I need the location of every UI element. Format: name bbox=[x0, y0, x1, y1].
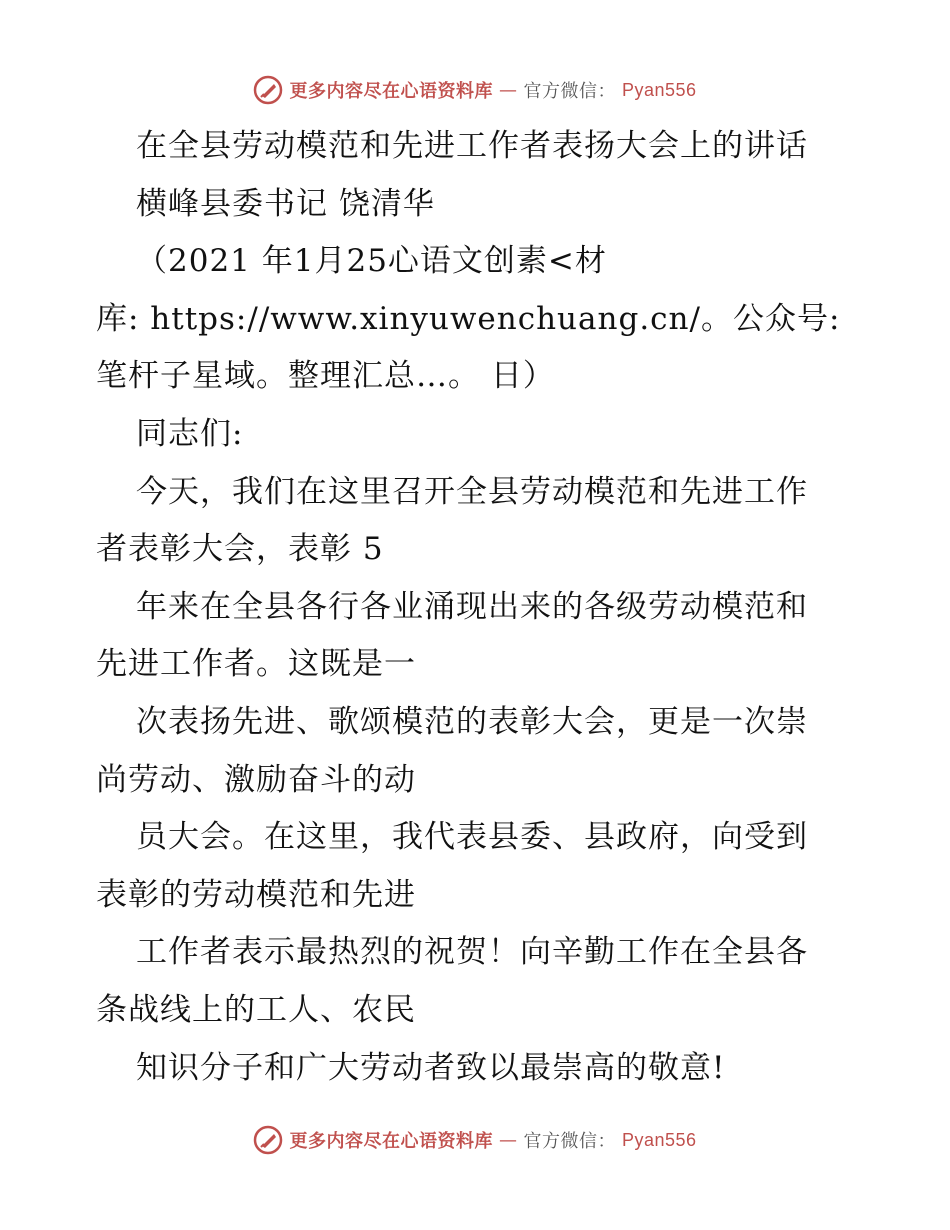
paragraph-line: 年来在全县各行各业涌现出来的各级劳动模范和 bbox=[136, 588, 808, 625]
paragraph-line: 尚劳动、激励奋斗的动 bbox=[96, 761, 416, 798]
quill-logo-icon bbox=[253, 75, 283, 105]
paragraph-line: 员大会。在这里，我代表县委、县政府，向受到 bbox=[136, 819, 808, 856]
paragraph-line: 先进工作者。这既是一 bbox=[96, 646, 416, 683]
salutation: 同志们: bbox=[136, 415, 244, 452]
header-watermark bbox=[0, 70, 950, 110]
source-account-line: 笔杆子星域。整理汇总…。 日） bbox=[96, 358, 555, 395]
document-author: 横峰县委书记 饶清华 bbox=[136, 185, 435, 222]
paragraph-line: 条战线上的工人、农民 bbox=[96, 991, 416, 1028]
watermark-main-text: 更多内容尽在心语资料库 bbox=[289, 1131, 493, 1152]
watermark-dash: — bbox=[498, 79, 518, 101]
footer-watermark bbox=[0, 1120, 950, 1160]
quill-logo-icon bbox=[253, 1125, 283, 1155]
watermark-dash: — bbox=[498, 1129, 518, 1151]
document-title: 在全县劳动模范和先进工作者表扬大会上的讲话 bbox=[136, 128, 808, 164]
watermark-wechat-id: Pyan556 bbox=[621, 1129, 697, 1150]
document-body bbox=[96, 118, 866, 1097]
paragraph-line: 今天，我们在这里召开全县劳动模范和先进工作 bbox=[136, 473, 808, 510]
date-source-line: （2021 年1月25心语文创素<材 bbox=[136, 243, 607, 280]
watermark-wechat-id: Pyan556 bbox=[621, 79, 697, 100]
paragraph-line: 者表彰大会，表彰 5 bbox=[96, 531, 384, 568]
watermark-label: 官方微信： bbox=[523, 81, 616, 102]
paragraph-line: 知识分子和广大劳动者致以最崇高的敬意! bbox=[136, 1049, 726, 1086]
paragraph-line: 表彰的劳动模范和先进 bbox=[96, 876, 416, 913]
watermark-main-text: 更多内容尽在心语资料库 bbox=[289, 81, 493, 102]
paragraph-line: 工作者表示最热烈的祝贺！向辛勤工作在全县各 bbox=[136, 934, 808, 971]
paragraph-line: 次表扬先进、歌颂模范的表彰大会，更是一次崇 bbox=[136, 703, 808, 740]
source-url-line: 库: https://www.xinyuwenchuang.cn/。公众号: bbox=[96, 300, 841, 337]
watermark-label: 官方微信： bbox=[523, 1131, 616, 1152]
